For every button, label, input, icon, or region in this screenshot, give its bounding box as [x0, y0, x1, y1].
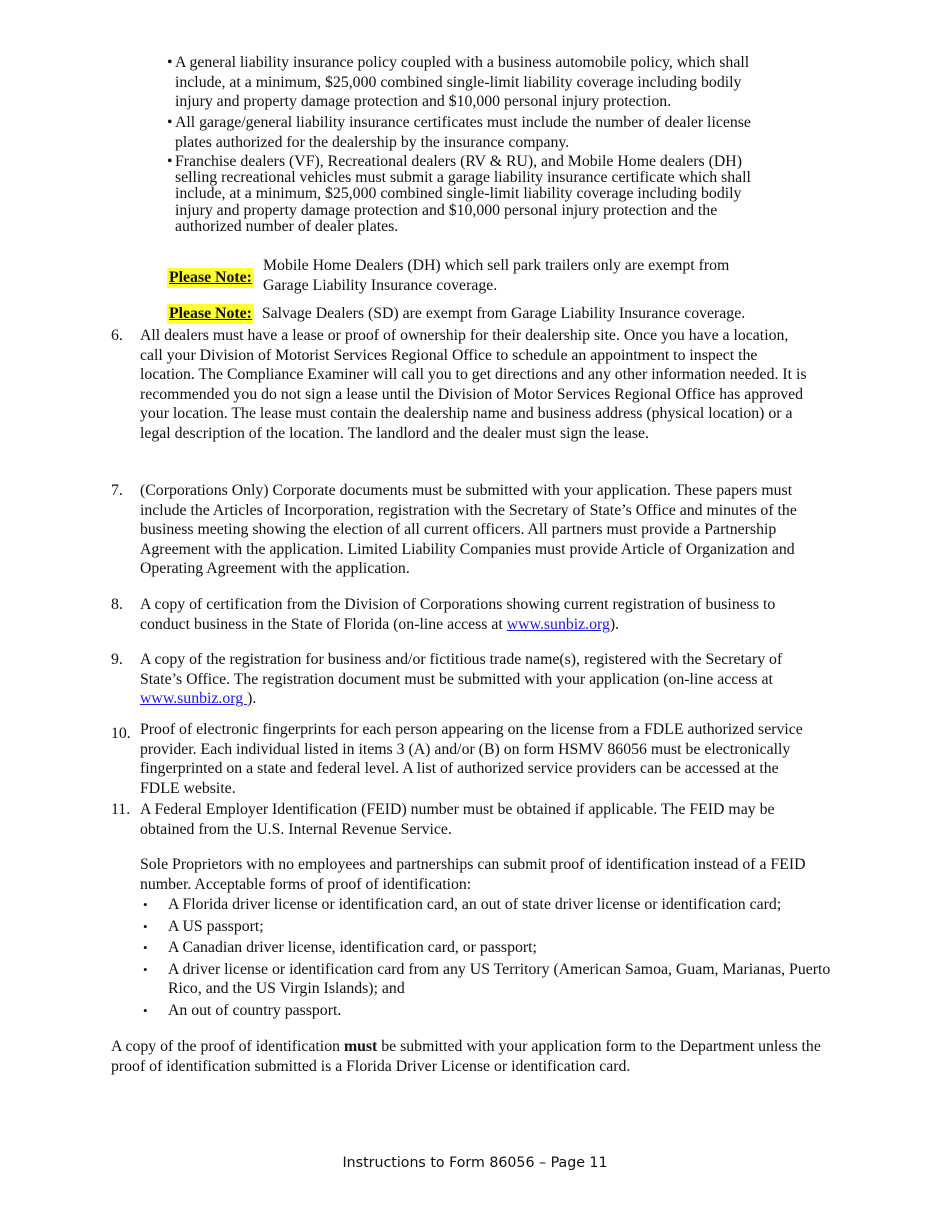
final-text-before: A copy of the proof of identification: [111, 1038, 344, 1055]
item-number: 6.: [111, 327, 123, 344]
list-item-text: An out of country passport.: [168, 1001, 342, 1019]
item-number: 8.: [111, 596, 123, 613]
bullet-marker: •: [167, 54, 173, 71]
item-text: (Corporations Only) Corporate documents must be submitted with your application. These papers must include the Articles of Incorporation, registration with the Secretary of State’s Office and minutes of the business meeting showing the election of all current officers. All partners must provide a Partnership Agreement with the application. Limited Liability Companies must provide Article of Organization and Operating Agreement with the application.: [140, 482, 797, 578]
item-text-after: ).: [609, 615, 620, 633]
item-number: 9.: [111, 651, 123, 668]
list-item: [140, 895, 860, 915]
item-text-before: A copy of certification from the Division of Corporations showing current registration of business to conduct business in the State of Florida (on-line access at: [140, 596, 776, 633]
bullet-marker: •: [143, 918, 148, 934]
item-text: A Federal Employer Identification (FEID) number must be obtained if applicable. The FEID may be obtained from the U.S. Internal Revenue Service.: [140, 801, 775, 838]
note-label-text: Please Note:: [169, 269, 252, 286]
list-item: [111, 481, 811, 579]
note-text: Salvage Dealers (SD) are exempt from Garage Liability Insurance coverage.: [261, 305, 746, 322]
list-item: [111, 595, 811, 634]
sunbiz-link[interactable]: www.sunbiz.org: [506, 615, 610, 633]
list-item: [140, 1001, 860, 1021]
bullet-text: A general liability insurance policy coupled with a business automobile policy, which shall include, at a minimum, $25,000 combined single-limit liability coverage including bodily injury and property damage protection and $10,000 personal injury protection.: [175, 54, 750, 111]
list-item: [111, 800, 781, 839]
note-label: [167, 268, 254, 288]
insurance-bullet: [167, 113, 752, 152]
bullet-marker: •: [167, 153, 173, 170]
list-item: [111, 326, 811, 444]
list-item: [111, 650, 801, 709]
sole-proprietors-text: Sole Proprietors with no employees and partnerships can submit proof of identification instead of a FEID number. Acceptable forms of proof of identification:: [140, 856, 806, 893]
item-text: [111, 595, 811, 634]
bullet-marker: •: [143, 940, 148, 956]
item-text: All dealers must have a lease or proof of ownership for their dealership site. Once you have a location, call your Division of Motorist Services Regional Office to schedule an appointment to inspect the location. The Compliance Examiner will call you to get directions and any other information needed. It is recommended you do not sign a lease until the Division of Motor Services Regional Office has approved your location. The lease must contain the dealership name and business address (physical location) or a legal description of the location. The landlord and the dealer must sign the lease.: [140, 327, 807, 442]
bullet-marker: •: [167, 114, 173, 131]
item-text: Proof of electronic fingerprints for each person appearing on the license from a FDLE authorized service provider. Each individual listed in items 3 (A) and/or (B) on form HSMV 86056 must be electronically fingerprinted on a state and federal level. A list of authorized service providers can be accessed at the FDLE website.: [140, 721, 803, 797]
list-item-text: A Canadian driver license, identification card, or passport;: [168, 939, 537, 957]
note: [167, 304, 807, 324]
final-text-bold: must: [343, 1038, 378, 1055]
identification-list: [140, 895, 860, 1021]
list-item: [140, 917, 860, 937]
bullet-marker: •: [143, 961, 148, 977]
insurance-bullet: [167, 154, 757, 235]
item-text-after: ).: [247, 690, 257, 708]
item-number: 11.: [111, 801, 131, 818]
sunbiz-link[interactable]: www.sunbiz.org: [140, 690, 248, 708]
bullet-text: Franchise dealers (VF), Recreational dealers (RV & RU), and Mobile Home dealers (DH) selling recreational vehicles must submit a garage liability insurance certificate which shall include, at a minimum, $25,000 combined single-limit liability coverage including bodily injury and property damage protection and $10,000 personal injury protection and the authorized number of dealer plates.: [175, 153, 751, 235]
insurance-bullet: [167, 53, 777, 112]
bullet-marker: •: [143, 1002, 148, 1018]
bullet-text: All garage/general liability insurance certificates must include the number of dealer license plates authorized for the dealership by the insurance company.: [175, 114, 751, 151]
list-item-text: A Florida driver license or identification card, an out of state driver license or identification card;: [168, 896, 782, 913]
note-label-text: Please Note:: [169, 305, 252, 322]
list-item: [140, 938, 860, 958]
list-item: [111, 720, 811, 798]
final-text-after: be submitted with your application form to the Department unless the proof of identification submitted is a Florida Driver License or identification card.: [111, 1038, 821, 1075]
note-text: Mobile Home Dealers (DH) which sell park trailers only are exempt from Garage Liability Insurance coverage.: [263, 257, 730, 294]
item-number: 10.: [111, 725, 131, 742]
page-footer: Instructions to Form 86056 – Page 11: [342, 1155, 608, 1171]
list-item-text: A US passport;: [168, 917, 264, 935]
list-item: [140, 960, 848, 999]
list-item-text: A driver license or identification card from any US Territory (American Samoa, Guam, Marianas, Puerto Rico, and the US Virgin Islands); and: [168, 960, 831, 998]
item-number: 7.: [111, 482, 123, 499]
final-paragraph: [111, 1037, 856, 1076]
item-text: [111, 650, 801, 709]
bullet-marker: •: [143, 897, 148, 912]
item-text-before: A copy of the registration for business and/or fictitious trade name(s), registered with the Secretary of State’s Office. The registration document must be submitted with your application (on-line access at: [140, 651, 783, 688]
